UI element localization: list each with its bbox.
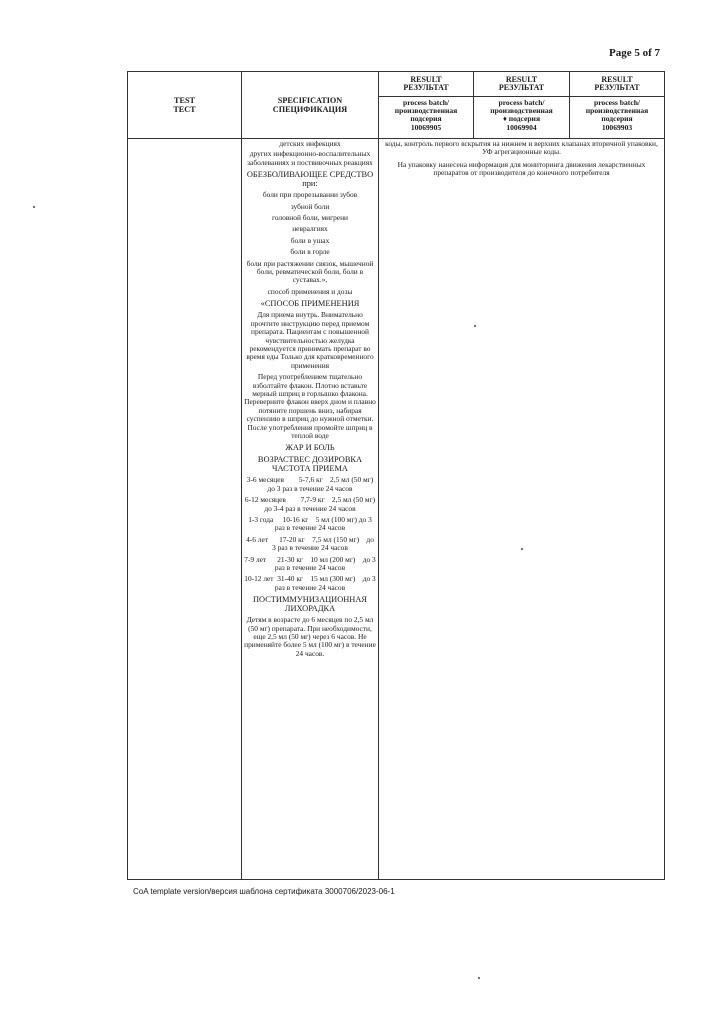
spec-paragraph: Для приема внутрь. Внимательно прочтите инструкцию перед приемом препарата. Пациентам с повышенной чувствительностью желудка рекомендуется принимать препарат во время еды Только для кратковременного применения [246,310,374,370]
header-specification-label: SPECIFICATION СПЕЦИФИКАЦИЯ [272,96,348,114]
scan-speck [33,206,35,208]
spec-paragraph: Перед употреблением тщательно взболтайте флакон. Плотно вставьте мерный шприц в горлышко флакона. Переверните флакон вверх дном и плавно потяните поршень вниз, набирая суспензию в шприц до нужной отметки. После употребления промойте шприц в теплой воде [244,372,376,440]
spec-heading: ЖАР И БОЛЬ [285,443,335,453]
spec-line: зубной боли [290,201,330,211]
dosage-row: 1-3 года 10-16 кг 5 мл (100 мг) до 3 раз в течение 24 часов [248,515,374,533]
header-batch-3 [570,97,665,139]
result-text: коды, контроль первого вскрытия на нижнем и верхних клапанах вторичной упаковки, УФ агрегационные коды. [385,139,658,157]
spec-line: головной боли, мигрени [271,213,349,223]
header-batch-2 [474,97,570,139]
spec-line: способ применения и дозы [267,286,353,296]
spec-line: боли при растяжении связок, мышечной боли, ревматической боли, боли в суставах.», [246,258,374,285]
spec-line: других инфекционно-воспалительных заболеваниях и поствивочных реакциях [247,149,373,167]
scan-speck [478,977,480,979]
result-cell [379,139,665,880]
header-test [128,72,242,139]
scan-speck [474,325,476,327]
header-result-label: RESULT РЕЗУЛЬТАТ [403,74,449,92]
spec-heading: «СПОСОБ ПРИМЕНЕНИЯ [260,299,360,309]
dosage-row: 10-12 лет 31-40 кг 15 мл (300 мг) до 3 раз в течение 24 часов [244,574,378,592]
specification-cell [242,139,379,880]
test-cell [128,139,242,880]
footer-template-version: CoA template version/версия шаблона сертификата 3000706/2023-06-1 [133,887,395,896]
header-result-label: RESULT РЕЗУЛЬТАТ [594,74,640,92]
spec-heading: ОБЕЗБОЛИВАЮЩЕЕ СРЕДСТВО при: [246,170,374,189]
result-text: На упаковку нанесена информация для мониторинга движения лекарственных препаратов от производителя до конечного потребителя [397,159,646,178]
dosage-row: 7-9 лет 21-30 кг 10 мл (200 мг) до 3 раз в течение 24 часов [244,554,378,573]
spec-heading: ПОСТИММУНИЗАЦИОННАЯ ЛИХОРАДКА [253,595,367,614]
header-batch-1 [379,97,474,139]
spec-line: боли в горле [290,247,330,257]
batch-label: process batch/ производственная подсерия 10069905 [394,98,458,132]
batch-label: process batch/ производственная подсерия 10069903 [585,98,649,132]
page-number: Page 5 of 7 [608,47,660,59]
header-result-label: RESULT РЕЗУЛЬТАТ [498,74,545,92]
header-specification [242,72,379,139]
dosage-row: 6-12 месяцев 7,7-9 кг 2,5 мл (50 мг) до 3-4 раз в течение 24 часов [244,495,377,513]
spec-heading: ВОЗРАСТВЕС ДОЗИРОВКА ЧАСТОТА ПРИЕМА [257,455,363,474]
scan-speck [521,548,523,550]
spec-paragraph: Детям в возрасте до 6 месяцев по 2,5 мл (50 мг) препарата. При необходимости, еще 2,5 мл (50 мг) через 6 часов. Не применяйте более 5 мл (100 мг) в течение 24 часов. [244,615,376,658]
batch-label: process batch/ производственная ♦ подсерия 10069904 [490,98,553,132]
spec-line: невралгиях [292,224,328,234]
spec-line: боли в ушах [290,235,330,245]
header-result-3 [570,72,665,97]
results-table [127,71,665,880]
header-result-1 [379,72,474,97]
header-test-label: TEST ТЕСТ [173,96,196,114]
dosage-row: 4-6 лет 17-20 кг 7,5 мл (150 мг) до 3 раз в течение 24 часов [246,534,376,553]
header-result-2 [474,72,570,97]
spec-line: боли при прорезывании зубов [262,190,358,200]
dosage-row: 3-6 месяцев 5-7,6 кг 2,5 мл (50 мг) до 3 раз в течение 24 часов [246,475,376,493]
spec-line: детских инфекциях [279,139,341,148]
